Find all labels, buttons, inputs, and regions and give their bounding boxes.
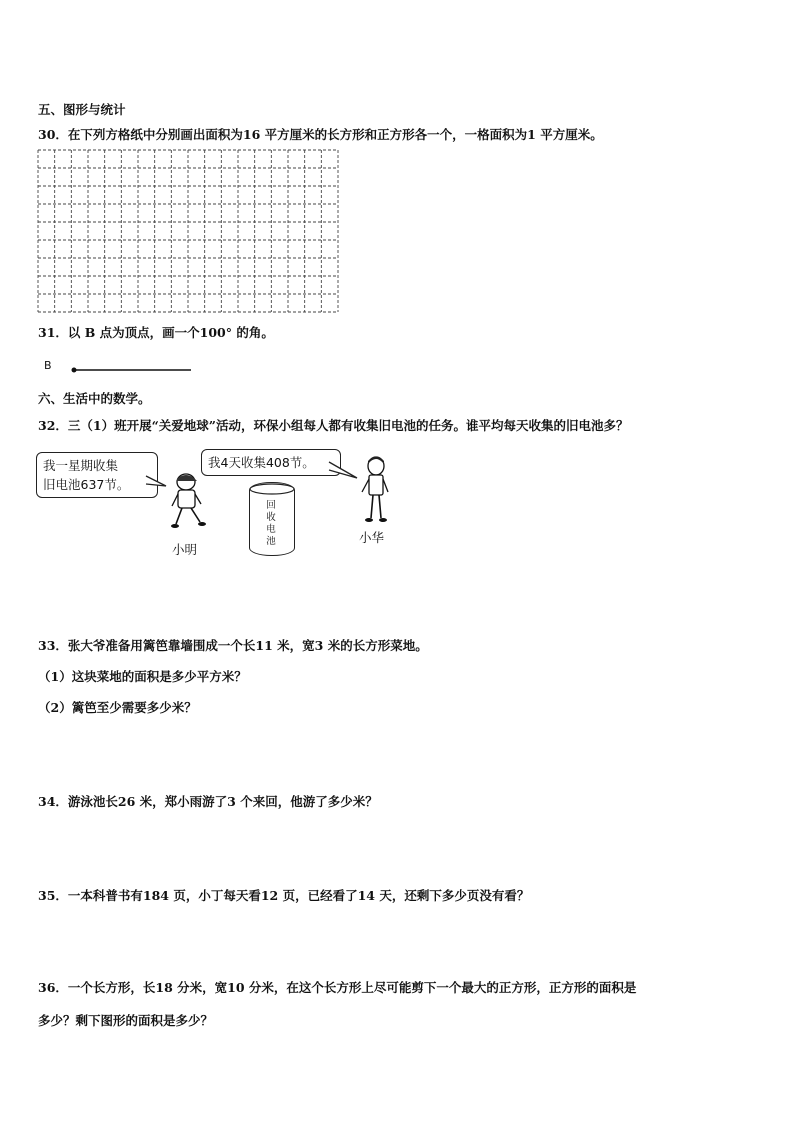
section-heading-life-math: 六、生活中的数学。 (38, 391, 151, 406)
question-33-part-1: （1）这块菜地的面积是多少平方米？ (38, 669, 247, 684)
speech-bubble-xiaoming (36, 452, 158, 498)
dashed-grid-paper (38, 150, 338, 312)
name-xiaohua: 小华 (359, 530, 385, 545)
question-33-part-2: （2）篱笆至少需要多少米？ (38, 700, 197, 715)
bin-rim (249, 482, 296, 494)
boy-xiaoming-icon (164, 472, 214, 534)
question-34: 34．游泳池长26 米，郑小雨游了3 个来回，他游了多少米？ (38, 794, 378, 809)
bubble-xiaohua-text: 我4天收集408节。 (208, 455, 315, 470)
point-b-label: B (44, 359, 52, 372)
bin-label: 回收电池 (266, 500, 276, 547)
name-xiaoming: 小明 (172, 542, 198, 557)
question-31: 31．以 B 点为顶点，画一个100° 的角。 (38, 325, 274, 340)
question-36-line-1: 36．一个长方形，长18 分米，宽10 分米，在这个长方形上尽可能剪下一个最大的正方形，正方形的面积是 (38, 980, 637, 995)
section-heading-graphics: 五、图形与统计 (38, 102, 126, 117)
question-35: 35．一本科普书有184 页，小丁每天看12 页，已经看了14 天，还剩下多少页没有看？ (38, 888, 530, 903)
bubble-xiaoming-line2: 旧电池637节。 (43, 477, 130, 492)
ray-from-b (70, 364, 200, 376)
bubble-xiaoming-line1: 我一星期收集 (43, 458, 119, 473)
question-32: 32．三（1）班开展“关爱地球”活动，环保小组每人都有收集旧电池的任务。谁平均每天收集的旧电池多？ (38, 418, 629, 433)
question-30: 30．在下列方格纸中分别画出面积为16 平方厘米的长方形和正方形各一个，一格面积为1 平方厘米。 (38, 127, 603, 142)
question-33: 33．张大爷准备用篱笆靠墙围成一个长11 米，宽3 米的长方形菜地。 (38, 638, 428, 653)
speech-bubble-xiaohua (201, 449, 341, 476)
boy-xiaohua-icon (354, 456, 398, 526)
question-36-line-2: 多少？剩下图形的面积是多少？ (38, 1013, 214, 1028)
